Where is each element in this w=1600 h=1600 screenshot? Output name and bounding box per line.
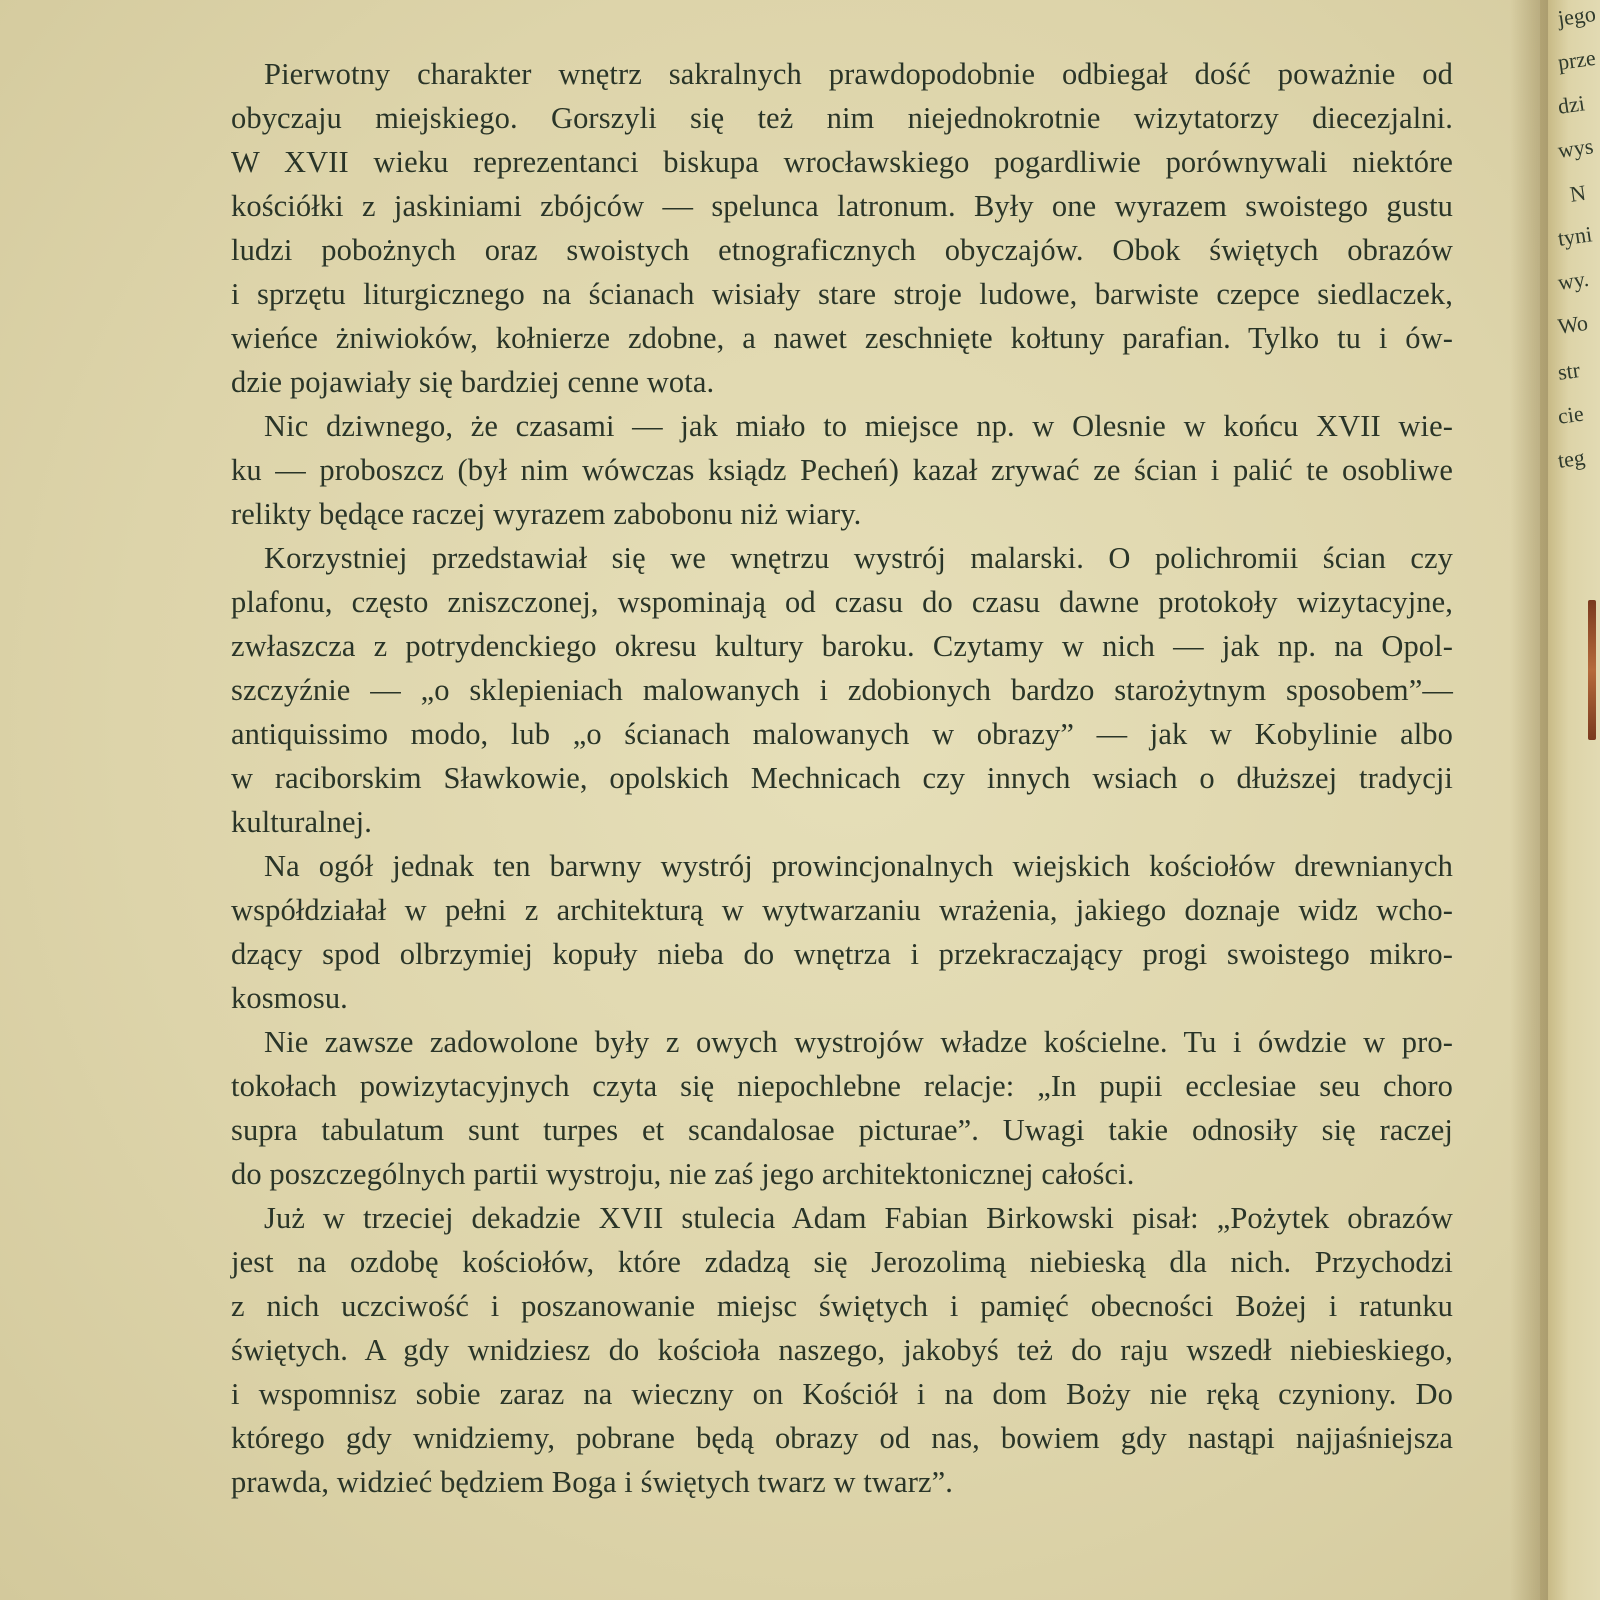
text-line: współdziałał w pełni z architekturą w wytwarzaniu wrażenia, jakiego doznaje widz wcho- [231,893,1453,927]
text-line: i wspomnisz sobie zaraz na wieczny on Kościół i na dom Boży nie ręką czyniony. Do [231,1377,1453,1411]
text-line: wieńce żniwioków, kołnierze zdobne, a nawet zeschnięte kołtuny parafian. Tylko tu i ów- [231,321,1453,355]
text-line: ku — proboszcz (był nim wówczas ksiądz Pecheń) kazał zrywać ze ścian i palić te osobliwe [231,453,1453,487]
text-line: supra tabulatum sunt turpes et scandalosae picturae”. Uwagi takie odnosiły się raczej [231,1113,1453,1147]
facing-page-text-fragment: wys [1556,133,1595,163]
paragraph [198,52,1453,404]
facing-page-text-fragment: prze [1556,44,1598,75]
paragraph [198,1020,1453,1196]
text-line: kulturalnej. [231,805,372,839]
paragraph [198,536,1453,844]
facing-page-text-fragment: wy. [1556,265,1591,295]
text-line: Nic dziwnego, że czasami — jak miało to miejsce np. w Olesnie w końcu XVII wie- [264,409,1453,443]
facing-page-text-fragment: Wo [1556,309,1590,339]
paragraph [198,844,1453,1020]
text-line: plafonu, często zniszczonej, wspominają od czasu do czasu dawne protokoły wizytacyjne, [231,585,1453,619]
text-line: W XVII wieku reprezentanci biskupa wrocławskiego pogardliwie porównywali niektóre [231,145,1453,179]
text-line: Na ogół jednak ten barwny wystrój prowincjonalnych wiejskich kościołów drewnianych [264,849,1453,883]
text-line: ludzi pobożnych oraz swoistych etnograficznych obyczajów. Obok świętych obrazów [231,233,1453,267]
text-line: do poszczególnych partii wystroju, nie zaś jego architektonicznej całości. [231,1157,1135,1191]
text-line: relikty będące raczej wyrazem zabobonu niż wiary. [231,497,862,531]
paragraph [198,1196,1453,1504]
text-line: zwłaszcza z potrydenckiego okresu kultury baroku. Czytamy w nich — jak np. na Opol- [231,629,1453,663]
book-gutter [1510,0,1550,1600]
text-line: kosmosu. [231,981,348,1015]
text-line: Korzystniej przedstawiał się we wnętrzu wystrój malarski. O polichromii ścian czy [264,541,1453,575]
facing-page-text-fragment: cie [1556,400,1586,429]
text-line: Pierwotny charakter wnętrz sakralnych prawdopodobnie odbiegał dość poważnie od [264,57,1453,91]
facing-page-text-fragment: dzi [1556,90,1587,119]
text-line: dzący spod olbrzymiej kopuły nieba do wnętrza i przekraczający progi swoistego mikro- [231,937,1453,971]
facing-page-edge [1548,0,1600,1600]
body-text [198,52,1453,1504]
facing-page-text-fragment: N [1568,179,1588,207]
facing-page-text-fragment: tyni [1556,221,1594,251]
facing-page-text-fragment: teg [1556,444,1587,473]
paragraph [198,404,1453,536]
red-illustration-edge [1588,600,1596,740]
text-line: kościółki z jaskiniami zbójców — spelunca latronum. Były one wyrazem swoistego gustu [231,189,1453,223]
text-line: Nie zawsze zadowolone były z owych wystrojów władze kościelne. Tu i ówdzie w pro- [264,1025,1453,1059]
text-line: obyczaju miejskiego. Gorszyli się też nim niejednokrotnie wizytatorzy diecezjalni. [231,101,1453,135]
text-line: dzie pojawiały się bardziej cenne wota. [231,365,715,399]
text-line: prawda, widzieć będziem Boga i świętych twarz w twarz”. [231,1465,953,1499]
text-line: szczyźnie — „o sklepieniach malowanych i zdobionych bardzo starożytnym sposobem”— [231,673,1453,707]
text-line: którego gdy wnidziemy, pobrane będą obrazy od nas, bowiem gdy nastąpi najjaśniejsza [231,1421,1453,1455]
facing-page-text-fragment: str [1556,357,1582,385]
text-line: jest na ozdobę kościołów, które zdadzą się Jerozolimą niebieską dla nich. Przychodzi [231,1245,1453,1279]
text-line: z nich uczciwość i poszanowanie miejsc świętych i pamięć obecności Bożej i ratunku [231,1289,1453,1323]
text-line: i sprzętu liturgicznego na ścianach wisiały stare stroje ludowe, barwiste czepce siedlaczek, [231,277,1453,311]
text-line: antiquissimo modo, lub „o ścianach malowanych w obrazy” — jak w Kobylinie albo [231,717,1453,751]
text-line: Już w trzeciej dekadzie XVII stulecia Adam Fabian Birkowski pisał: „Pożytek obrazów [264,1201,1453,1235]
facing-page-text-fragment: jego [1556,0,1598,31]
text-line: tokołach powizytacyjnych czyta się niepochlebne relacje: „In pupii ecclesiae seu choro [231,1069,1453,1103]
text-line: świętych. A gdy wnidziesz do kościoła naszego, jakobyś też do raju wszedł niebieskiego, [231,1333,1453,1367]
text-line: w raciborskim Sławkowie, opolskich Mechnicach czy innych wsiach o dłuższej tradycji [231,761,1453,795]
